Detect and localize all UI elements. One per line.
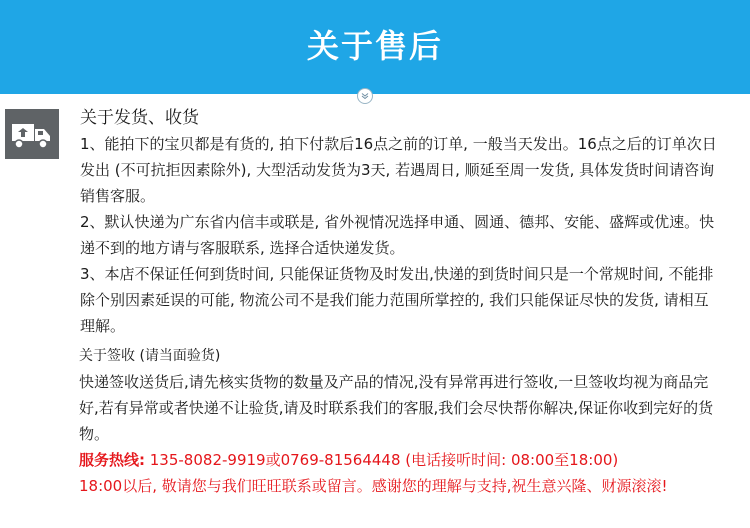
after-hours-note: 18:00以后, 敬请您与我们旺旺联系或留言。感谢您的理解与支持,祝生意兴隆、财源滚滚!: [79, 477, 668, 495]
shipping-item-3: 3、本店不保证任何到货时间, 只能保证货物及时发出,快递的到货时间只是一个常规时间, 不能排除个别因素延误的可能, 物流公司不是我们能力范围所掌控的, 我们只能保证尽快的发货, 请相互理解。: [80, 265, 714, 335]
hotline-numbers: 135-8082-9919或0769-81564448 (电话接听时间: 08:00至18:00): [145, 451, 619, 469]
shipping-item-2: 2、默认快递为广东省内信丰或联是, 省外视情况选择申通、圆通、德邦、安能、盛辉或优速。快递不到的地方请与客服联系, 选择合适快递发货。: [80, 213, 715, 257]
hotline-label: 服务热线:: [79, 451, 145, 469]
shipping-heading: 关于发货、收货: [80, 108, 199, 128]
page-title: 关于售后: [306, 27, 443, 65]
receipt-section: [79, 343, 719, 499]
service-hotline: [79, 447, 719, 473]
delivery-truck-icon: [5, 109, 59, 159]
chevron-down-icon: [357, 88, 373, 104]
title-banner: [0, 0, 750, 94]
shipping-section: [80, 105, 720, 339]
shipping-item-1: 1、能拍下的宝贝都是有货的, 拍下付款后16点之前的订单, 一般当天发出。16点之后的订单次日发出 (不可抗拒因素除外), 大型活动发货为3天, 若遇周日, 顺延至周一发货, 具体发货时间请咨询销售客服。: [80, 135, 717, 205]
receipt-heading: 关于签收 (请当面验货): [79, 348, 221, 364]
receipt-body: 快递签收送货后,请先核实货物的数量及产品的情况,没有异常再进行签收,一旦签收均视为商品完好,若有异常或者快递不让验货,请及时联系我们的客服,我们会尽快帮你解决,保证你收到完好的货物。: [79, 373, 714, 443]
